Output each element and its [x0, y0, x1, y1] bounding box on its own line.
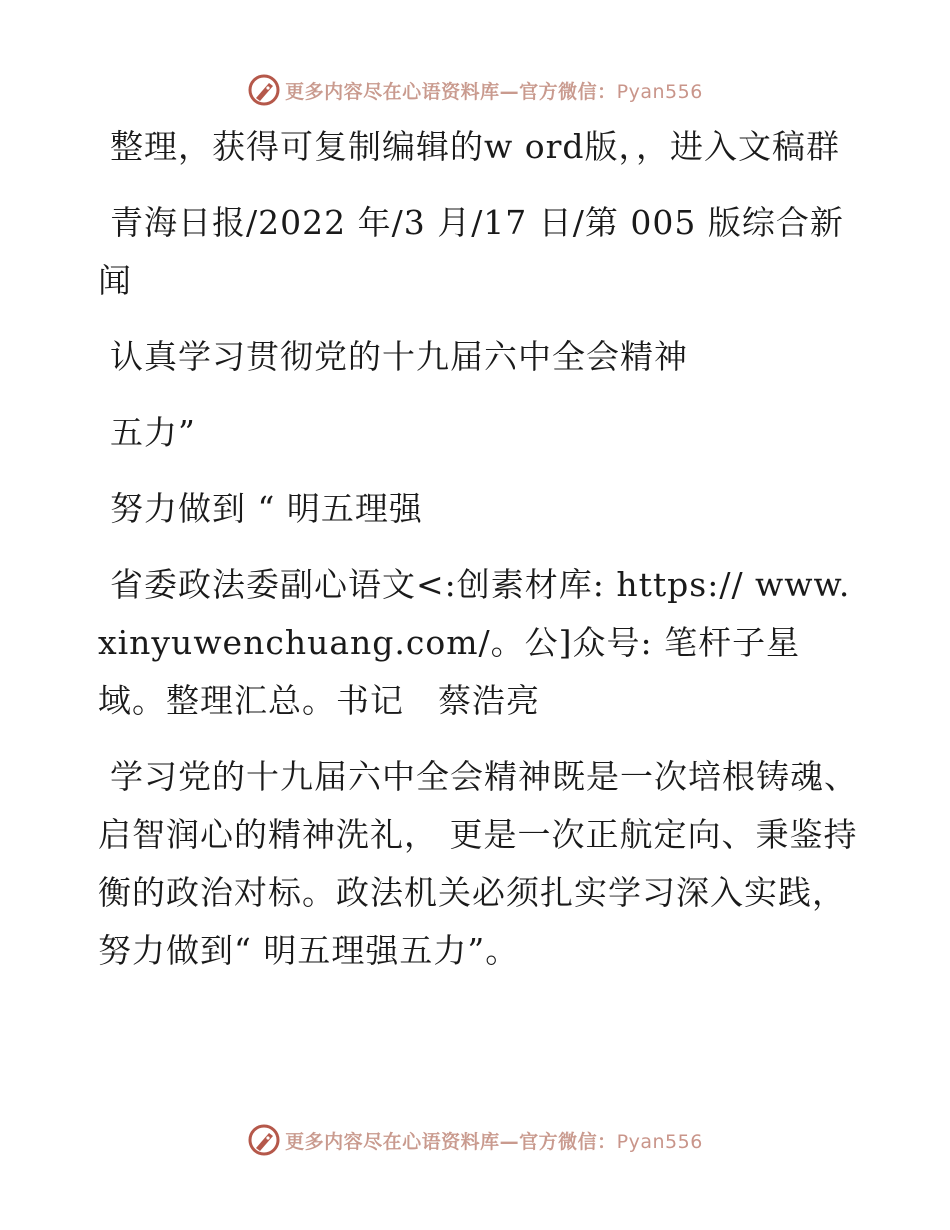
body-paragraph: 学习党的十九届六中全会精神既是一次培根铸魂、 启智润心的精神洗礼， 更是一次正航定向、秉鉴持衡的政治对标。政法机关必须扎实学习深入实践，努力做到“ 明五理强五力”。: [98, 757, 858, 970]
watermark-text: 更多内容尽在心语资料库—官方微信：Pyan556: [285, 80, 703, 103]
pen-nib-circle-icon: [247, 73, 281, 107]
header-watermark: [0, 70, 950, 110]
source-line: 青海日报/2022 年/3 月/17 日/第 005 版综合新闻: [98, 203, 844, 300]
kicker-heading: 认真学习贯彻党的十九届六中全会精神: [110, 337, 688, 376]
intro-paragraph: 整理，获得可复制编辑的w ord版，，进入文稿群: [110, 127, 841, 166]
author-paragraph: 省委政法委副心语文<:创素材库: https:// www.xinyuwenchuang.com/。公]众号: 笔杆子星域。整理汇总。书记 蔡浩亮: [98, 565, 851, 720]
watermark-text: 更多内容尽在心语资料库—官方微信：Pyan556: [285, 1130, 703, 1153]
footer-watermark: [0, 1120, 950, 1160]
pen-nib-circle-icon: [247, 1123, 281, 1157]
title-line: 努力做到 “ 明五理强: [110, 489, 423, 528]
document-body: [98, 118, 858, 998]
title-fragment: 五力”: [110, 413, 196, 452]
